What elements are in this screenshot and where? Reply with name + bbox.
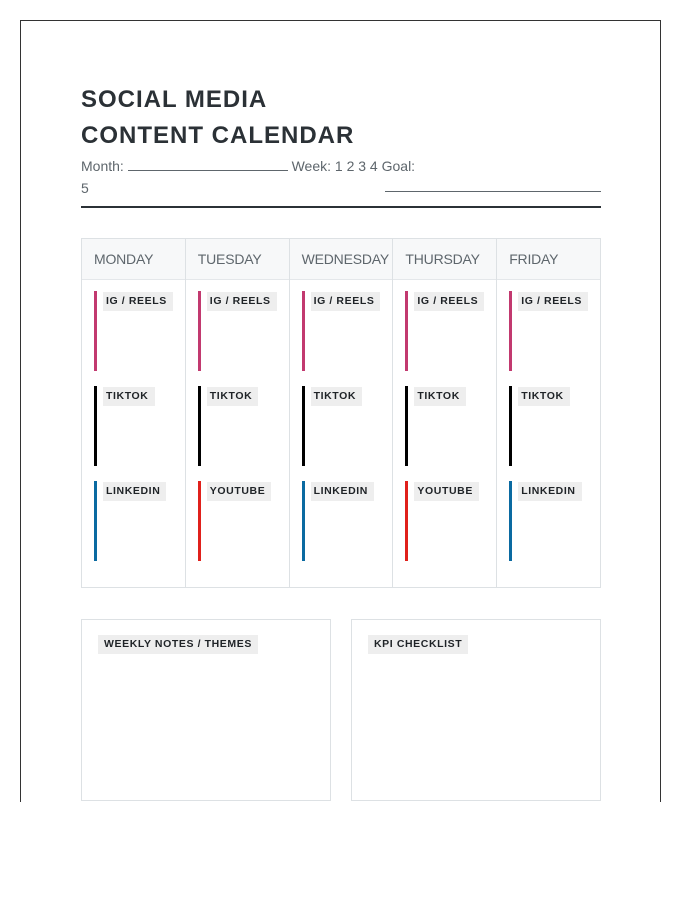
content-slot[interactable] <box>198 481 284 561</box>
content-slot[interactable] <box>405 291 491 371</box>
content-slot[interactable] <box>94 481 180 561</box>
weekly-notes-label: WEEKLY NOTES / THEMES <box>98 635 258 654</box>
platform-tag: TIKTOK <box>518 387 570 406</box>
kpi-checklist-label: KPI CHECKLIST <box>368 635 468 654</box>
content-slot[interactable] <box>405 481 491 561</box>
content-slot[interactable] <box>509 291 595 371</box>
platform-tag: IG / REELS <box>207 292 277 311</box>
content-slot[interactable] <box>198 386 284 466</box>
kpi-checklist-panel[interactable] <box>351 619 601 801</box>
platform-tag: IG / REELS <box>414 292 484 311</box>
page-title-line-2: CONTENT CALENDAR <box>81 122 355 149</box>
content-slot[interactable] <box>405 386 491 466</box>
month-label: Month: <box>81 158 124 174</box>
page-title-line-1: SOCIAL MEDIA <box>81 86 268 113</box>
content-slot[interactable] <box>509 386 595 466</box>
content-slot[interactable] <box>302 386 388 466</box>
platform-tag: TIKTOK <box>207 387 259 406</box>
platform-tag: LINKEDIN <box>103 482 166 501</box>
weekly-notes-panel[interactable] <box>81 619 331 801</box>
day-column-monday <box>82 239 186 587</box>
day-column-wednesday <box>290 239 394 587</box>
platform-tag: IG / REELS <box>103 292 173 311</box>
content-slot[interactable] <box>94 291 180 371</box>
day-column-friday <box>497 239 600 587</box>
day-header: THURSDAY <box>393 239 496 280</box>
platform-tag: YOUTUBE <box>207 482 272 501</box>
day-header: TUESDAY <box>186 239 289 280</box>
day-column-tuesday <box>186 239 290 587</box>
platform-tag: TIKTOK <box>311 387 363 406</box>
platform-tag: LINKEDIN <box>311 482 374 501</box>
content-slot[interactable] <box>198 291 284 371</box>
month-blank-line[interactable] <box>128 157 288 171</box>
day-header: MONDAY <box>82 239 185 280</box>
platform-tag: YOUTUBE <box>414 482 479 501</box>
header-divider <box>81 206 601 208</box>
platform-tag: TIKTOK <box>103 387 155 406</box>
goal-blank-line[interactable] <box>385 191 601 192</box>
week-number-5: 5 <box>81 180 89 196</box>
day-header: WEDNESDAY <box>290 239 393 280</box>
calendar-meta <box>81 155 441 199</box>
content-slot[interactable] <box>94 386 180 466</box>
day-header: FRIDAY <box>497 239 600 280</box>
platform-tag: IG / REELS <box>311 292 381 311</box>
weekly-calendar-grid <box>81 238 601 588</box>
content-slot[interactable] <box>302 481 388 561</box>
content-slot[interactable] <box>302 291 388 371</box>
platform-tag: IG / REELS <box>518 292 588 311</box>
week-goal-label: Week: 1 2 3 4 Goal: <box>291 158 416 174</box>
day-column-thursday <box>393 239 497 587</box>
platform-tag: TIKTOK <box>414 387 466 406</box>
content-slot[interactable] <box>509 481 595 561</box>
platform-tag: LINKEDIN <box>518 482 581 501</box>
